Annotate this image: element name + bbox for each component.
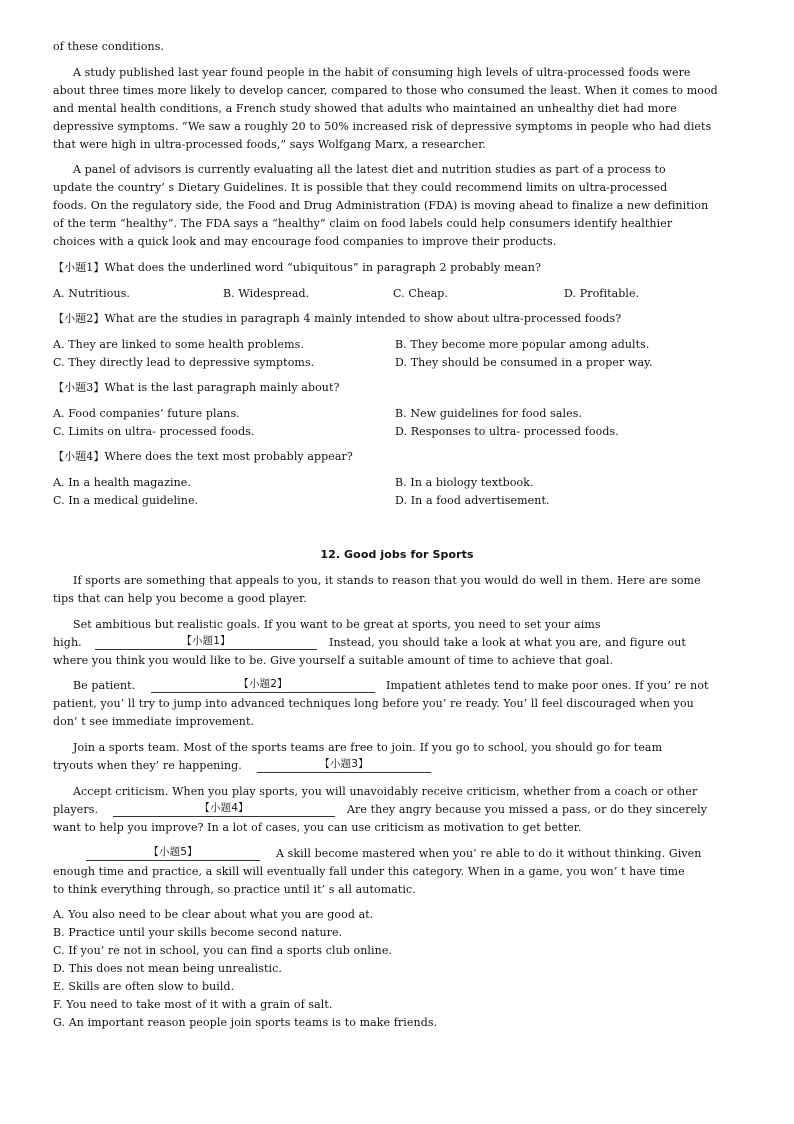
paragraph-end: of these conditions. [53, 40, 165, 53]
option-d[interactable]: D. Responses to ultra- processed foods. [395, 425, 619, 438]
text-line: and mental health conditions, a French study showed that adults who maintained an unhealthy diet had more [53, 102, 677, 115]
question-stem: 【小题2】What are the studies in paragraph 4 mainly intended to show about ultra-processed foods? [53, 312, 622, 325]
list-item[interactable]: G. An important reason people join sports teams is to make friends. [53, 1016, 438, 1029]
text-line: Set ambitious but realistic goals. If you want to be great at sports, you need to set your aims [73, 618, 601, 631]
text-line: If sports are something that appeals to you, it stands to reason that you would do well in them. Here are some [73, 574, 701, 587]
list-item[interactable]: B. Practice until your skills become second nature. [53, 926, 343, 939]
answer-blank-3[interactable]: 【小题3】 [257, 757, 431, 773]
text-line: where you think you would like to be. Give yourself a suitable amount of time to achieve that goal. [53, 654, 614, 667]
text-line: A panel of advisors is currently evaluating all the latest diet and nutrition studies as part of a process to [73, 163, 666, 176]
option-c[interactable]: C. Cheap. [393, 287, 449, 300]
option-a[interactable]: A. Nutritious. [53, 287, 131, 300]
text-line: Accept criticism. When you play sports, you will unavoidably receive criticism, whether from a coach or other [73, 785, 698, 798]
text-line: Instead, you should take a look at what you are, and figure out [329, 636, 686, 649]
text-line: about three times more likely to develop cancer, compared to those who consumed the least. When it comes to mood [53, 84, 718, 97]
text-line: Are they angry because you missed a pass, or do they sincerely [347, 803, 708, 816]
text-line: Join a sports team. Most of the sports teams are free to join. If you go to school, you should go for team [73, 741, 663, 754]
text-line: players. [53, 803, 99, 816]
text-line: high. [53, 636, 82, 649]
list-item[interactable]: D. This does not mean being unrealistic. [53, 962, 282, 975]
question-stem: 【小题4】Where does the text most probably appear? [53, 450, 353, 463]
question-stem: 【小题1】What does the underlined word “ubiquitous” in paragraph 2 probably mean? [53, 261, 541, 274]
text-line: depressive symptoms. “We saw a roughly 20 to 50% increased risk of depressive symptoms in people who had diets [53, 120, 712, 133]
text-line: to think everything through, so practice until it’ s all automatic. [53, 883, 416, 896]
option-c[interactable]: C. They directly lead to depressive symptoms. [53, 356, 315, 369]
question-stem: 【小题3】What is the last paragraph mainly about? [53, 381, 340, 394]
list-item[interactable]: F. You need to take most of it with a grain of salt. [53, 998, 333, 1011]
text-line: don’ t see immediate improvement. [53, 715, 255, 728]
option-d[interactable]: D. In a food advertisement. [395, 494, 550, 507]
answer-blank-2[interactable]: 【小题2】 [151, 677, 375, 693]
text-line: choices with a quick look and may encourage food companies to improve their products. [53, 235, 557, 248]
answer-blank-5[interactable]: 【小题5】 [86, 845, 260, 861]
list-item[interactable]: E. Skills are often slow to build. [53, 980, 235, 993]
option-a[interactable]: A. They are linked to some health problems. [53, 338, 305, 351]
text-line: of the term “healthy”. The FDA says a “healthy” claim on food labels could help consumers identify healthier [53, 217, 673, 230]
text-line: Impatient athletes tend to make poor ones. If you’ re not [386, 679, 709, 692]
option-a[interactable]: A. In a health magazine. [53, 476, 191, 489]
option-c[interactable]: C. Limits on ultra- processed foods. [53, 425, 255, 438]
passage-title: 12. Good jobs for Sports [320, 548, 474, 561]
text-line: tryouts when they’ re happening. [53, 759, 242, 772]
list-item[interactable]: C. If you’ re not in school, you can find a sports club online. [53, 944, 393, 957]
text-line: enough time and practice, a skill will eventually fall under this category. When in a game, you won’ t have time [53, 865, 685, 878]
option-b[interactable]: B. New guidelines for food sales. [395, 407, 583, 420]
text-line: A skill become mastered when you’ re able to do it without thinking. Given [276, 847, 702, 860]
text-line: foods. On the regulatory side, the Food and Drug Administration (FDA) is moving ahead to finalize a new definition [53, 199, 709, 212]
option-d[interactable]: D. Profitable. [564, 287, 640, 300]
option-d[interactable]: D. They should be consumed in a proper way. [395, 356, 653, 369]
answer-blank-1[interactable]: 【小题1】 [95, 634, 317, 650]
text-line: want to help you improve? In a lot of cases, you can use criticism as motivation to get better. [53, 821, 582, 834]
option-b[interactable]: B. They become more popular among adults. [395, 338, 650, 351]
text-line: update the country’ s Dietary Guidelines. It is possible that they could recommend limits on ultra-processed [53, 181, 668, 194]
answer-blank-4[interactable]: 【小题4】 [113, 801, 335, 817]
list-item[interactable]: A. You also need to be clear about what you are good at. [53, 908, 374, 921]
option-c[interactable]: C. In a medical guideline. [53, 494, 199, 507]
text-line: Be patient. [73, 679, 136, 692]
text-line: that were high in ultra-processed foods,” says Wolfgang Marx, a researcher. [53, 138, 487, 151]
option-b[interactable]: B. In a biology textbook. [395, 476, 534, 489]
text-line: tips that can help you become a good player. [53, 592, 307, 605]
option-b[interactable]: B. Widespread. [223, 287, 310, 300]
text-line: A study published last year found people in the habit of consuming high levels of ultra-processed foods were [73, 66, 691, 79]
option-a[interactable]: A. Food companies’ future plans. [53, 407, 240, 420]
text-line: patient, you’ ll try to jump into advanced techniques long before you’ re ready. You’ ll feel discouraged when you [53, 697, 694, 710]
